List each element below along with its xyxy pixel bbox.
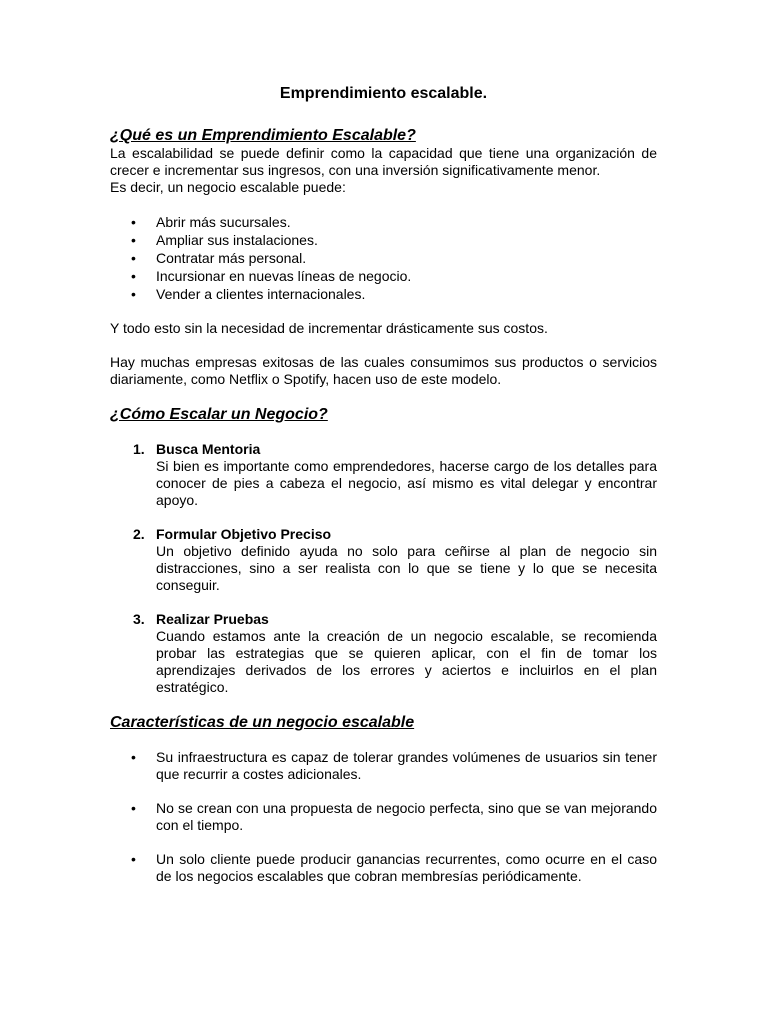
list-item-text: Incursionar en nuevas líneas de negocio.	[156, 268, 412, 284]
intro-paragraph: La escalabilidad se puede definir como la capacidad que tiene una organización de crecer e incrementar sus ingresos, con una inversión significativamente menor.	[110, 145, 657, 178]
bullet-icon: •	[131, 749, 136, 765]
step-body: Un objetivo definido ayuda no solo para ceñirse al plan de negocio sin distracciones, sino a ser realista con lo que se tiene y lo que se necesita conseguir.	[156, 543, 657, 593]
bullet-icon: •	[131, 800, 136, 816]
step-number: 3.	[133, 611, 145, 627]
bullet-icon: •	[131, 268, 136, 284]
list-item	[131, 851, 657, 885]
step-body: Si bien es importante como emprendedores, hacerse cargo de los detalles para conocer de pies a cabeza el negocio, así mismo es vital delegar y encontrar apoyo.	[156, 458, 657, 508]
list-item-text: Un solo cliente puede producir ganancias recurrentes, como ocurre en el caso de los negocios escalables que cobran membresías periódicamente.	[156, 851, 657, 884]
list-item-text: Ampliar sus instalaciones.	[156, 232, 318, 248]
step-item	[133, 441, 657, 509]
capabilities-list	[110, 213, 657, 303]
section-heading-what-is: ¿Qué es un Emprendimiento Escalable?	[110, 127, 416, 144]
steps-list	[110, 441, 657, 696]
list-item-text: Vender a clientes internacionales.	[156, 286, 366, 302]
list-item	[131, 249, 657, 267]
spacer	[110, 337, 657, 354]
spacer	[110, 303, 657, 320]
spacer	[110, 196, 657, 213]
list-item	[131, 749, 657, 783]
bullet-icon: •	[131, 232, 136, 248]
step-body: Cuando estamos ante la creación de un negocio escalable, se recomienda probar las estrategias que se quieren aplicar, con el fin de tomar los aprendizajes derivados de los errores y aciertos e incluirlos en el plan estratégico.	[156, 628, 657, 695]
closing-paragraph-examples: Hay muchas empresas exitosas de las cuales consumimos sus productos o servicios diariamente, como Netflix o Spotify, hacen uso de este modelo.	[110, 354, 657, 387]
list-item	[131, 267, 657, 285]
list-item-text: Abrir más sucursales.	[156, 214, 291, 230]
list-item	[131, 800, 657, 834]
section-heading-characteristics: Características de un negocio escalable	[110, 714, 415, 731]
step-item	[133, 611, 657, 696]
section-heading-how-to-scale: ¿Cómo Escalar un Negocio?	[110, 406, 328, 423]
document-title: Emprendimiento escalable.	[279, 85, 488, 102]
bullet-icon: •	[131, 851, 136, 867]
list-item-text: No se crean con una propuesta de negocio perfecta, sino que se van mejorando con el tiempo.	[156, 800, 657, 833]
list-item	[131, 231, 657, 249]
characteristics-list	[110, 749, 657, 885]
lead-paragraph: Es decir, un negocio escalable puede:	[110, 179, 346, 195]
step-title: Busca Mentoria	[156, 441, 261, 457]
step-item	[133, 526, 657, 594]
step-title: Formular Objetivo Preciso	[156, 526, 332, 542]
list-item-text: Su infraestructura es capaz de tolerar grandes volúmenes de usuarios sin tener que recurrir a costes adicionales.	[156, 749, 657, 782]
step-number: 2.	[133, 526, 145, 542]
spacer	[110, 732, 657, 749]
list-item	[131, 285, 657, 303]
bullet-icon: •	[131, 286, 136, 302]
spacer	[110, 424, 657, 441]
bullet-icon: •	[131, 214, 136, 230]
step-number: 1.	[133, 441, 145, 457]
step-title: Realizar Pruebas	[156, 611, 269, 627]
list-item-text: Contratar más personal.	[156, 250, 307, 266]
spacer	[110, 388, 657, 405]
bullet-icon: •	[131, 250, 136, 266]
list-item	[131, 213, 657, 231]
closing-paragraph-costs: Y todo esto sin la necesidad de incrementar drásticamente sus costos.	[110, 320, 548, 336]
